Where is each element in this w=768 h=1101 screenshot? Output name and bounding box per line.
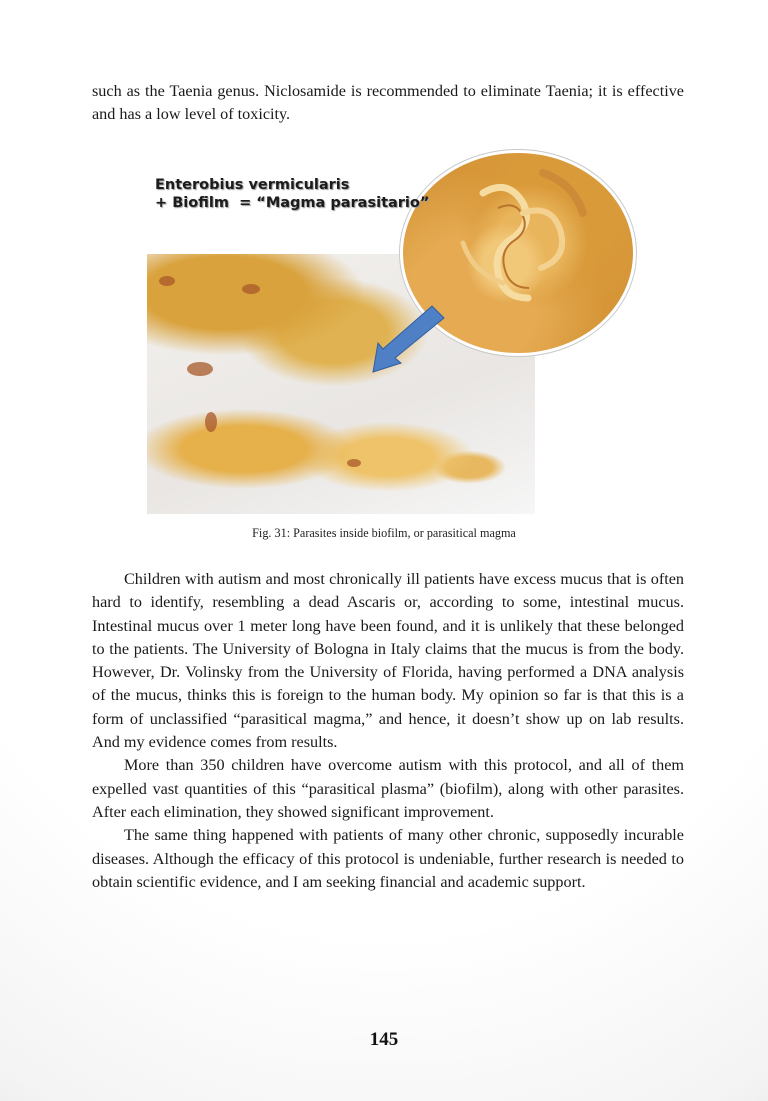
figure-31: [145, 150, 635, 520]
paragraph: The same thing happened with patients of many other chronic, supposedly incurable diseases. Although the efficacy of this protocol is undeniable, further research is needed to obtain scientific evidence, and I am seeking financial and academic support.: [92, 826, 684, 891]
figure-label-line1: Enterobius vermicularis: [155, 177, 350, 193]
intro-paragraph: such as the Taenia genus. Niclosamide is recommended to eliminate Taenia; it is effective and has a low level of toxicity.: [92, 82, 684, 124]
paragraph: More than 350 children have overcome autism with this protocol, and all of them expelled vast quantities of this “parasitical plasma” (biofilm), along with other parasites. After each elimination, they showed significant improvement.: [92, 756, 684, 821]
intro-text: [92, 80, 684, 127]
body-text: [92, 568, 684, 894]
figure-label-line2: + Biofilm = “Magma parasitario”: [155, 195, 430, 211]
page-number: 145: [369, 1029, 399, 1050]
paragraph: Children with autism and most chronically ill patients have excess mucus that is often hard to identify, resembling a dead Ascaris or, according to some, intestinal mucus. Intestinal mucus over 1 meter long have been found, and it is unlikely that these belonged to the patients. The University of Bologna in Italy claims that the mucus is from the body. However, Dr. Volinsky from the University of Florida, having performed a DNA analysis of the mucus, thinks this is foreign to the human body. My opinion so far is that this is a form of unclassified “parasitical magma,” and hence, it doesn’t show up on lab results. And my evidence comes from results.: [92, 570, 684, 752]
figure-caption: Fig. 31: Parasites inside biofilm, or parasitical magma: [252, 526, 516, 540]
pointer-arrow-icon: [145, 150, 635, 520]
